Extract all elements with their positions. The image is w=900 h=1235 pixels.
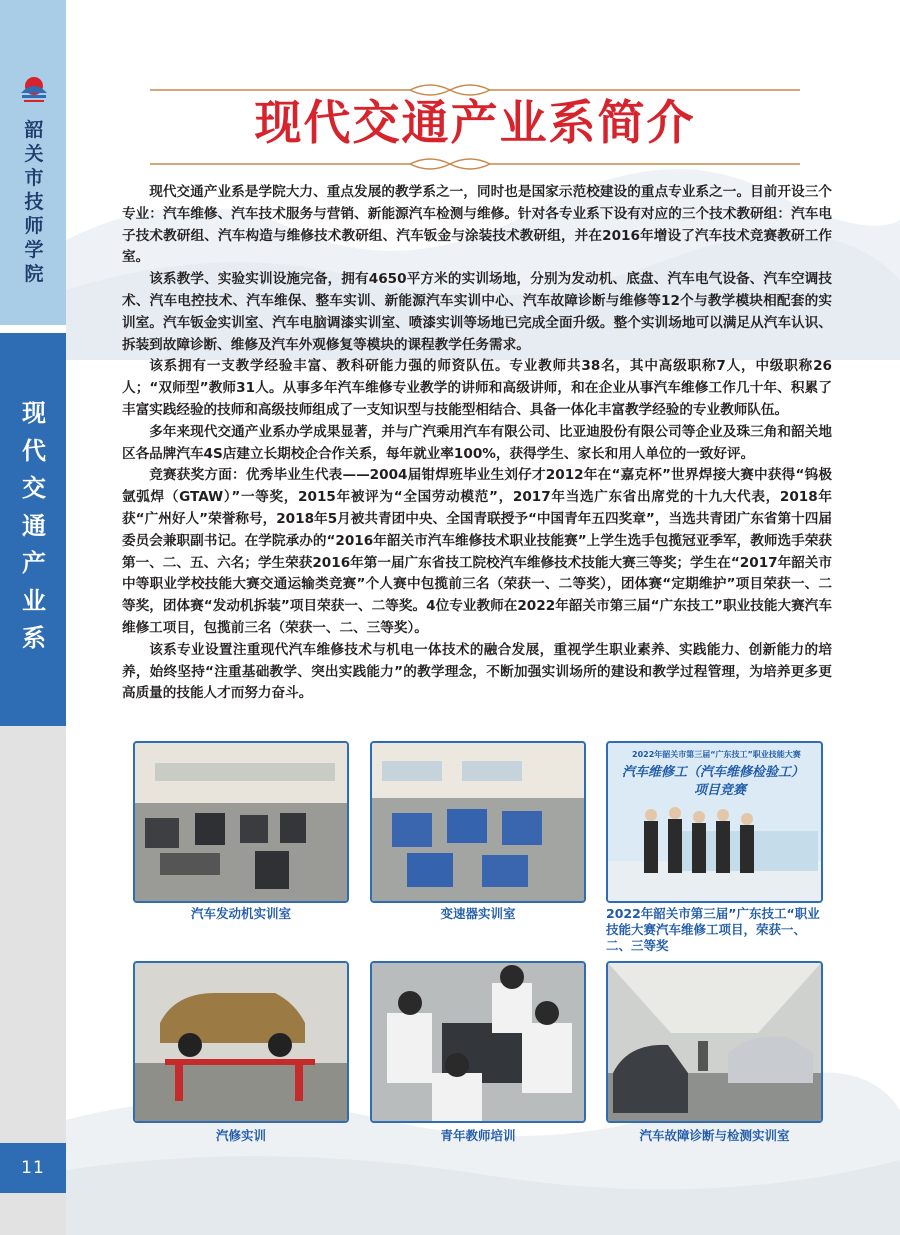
department-vertical-label: 现代交通产业系	[22, 399, 46, 652]
paragraph-philosophy: 该系专业设置注重现代汽车维修技术与机电一体技术的融合发展，重视学生职业素养、实践能力、创新能力的培养，始终坚持“注重基础教学、突出实践能力”的教学理念，不断加强实训场所的建设和教学过程管理，为培养更多更高质量的技能人才而努力奋斗。	[122, 641, 832, 702]
banner-top-text: 2022年韶关市第三届“广东技工”职业技能大赛	[632, 750, 801, 759]
banner-sub-text: 项目竞赛	[694, 783, 747, 798]
intro-body	[122, 182, 832, 705]
paragraph-overview: 现代交通产业系是学院大力、重点发展的教学系之一，同时也是国家示范校建设的重点专业系之一。目前开设三个专业：汽车维修、汽车技术服务与营销、新能源汽车检测与维修。针对各专业系下设有对应的三个技术教研组：汽车电子技术教研组、汽车构造与维修技术教研组、汽车钣金与涂装技术教研组，并在2016年增设了汽车技术竞赛教研工作室。	[122, 184, 832, 266]
bottom-ornament-icon	[0, 154, 900, 174]
caption-transmission-lab: 变速器实训室	[440, 906, 516, 921]
paragraph-cooperation: 多年来现代交通产业系办学成果显著，并与广汽乘用汽车有限公司、比亚迪股份有限公司等企业及珠三角和韶关地区各品牌汽车4S店建立长期校企合作关系，每年就业率100%，获得学生、家长和用人单位的一致好评。	[122, 423, 832, 462]
banner-main-text: 汽车维修工（汽车维修检验工）	[622, 765, 805, 780]
paragraph-awards: 竞赛获奖方面：优秀毕业生代表——2004届钳焊班毕业生刘仔才2012年在“嘉克杯”世界焊接大赛中获得“钨极氩弧焊（GTAW）”一等奖，2015年被评为“全国劳动模范”，2017年当选广东省出席党的十九大代表，2018年获“广州好人”荣誉称号，2018年5月被共青团中央、全国青联授予“中国青年五四奖章”，当选共青团广东省第十四届委员会兼职副书记。在学院承办的“2016年韶关市汽车维修技术职业技能赛”上学生选手包揽冠亚季军，教师选手荣获第一、二、五、六名；学生荣获2016年第一届广东省技工院校汽车维修技术技能大赛三等奖；学生在“2017年韶关市中等职业学校技能大赛交通运输类竞赛”个人赛中包揽前三名（荣获一、二等奖），团体赛“定期维护”项目荣获一、二等奖，团体赛“发动机拆装”项目荣获一、二等奖。4位专业教师在2022年韶关市第三届“广东技工”职业技能大赛汽车维修工项目，包揽前三名（荣获一、二、三等奖）。	[122, 467, 832, 636]
caption-auto-repair-training: 汽修实训	[215, 1128, 266, 1143]
page-number: 11	[0, 1143, 66, 1193]
paragraph-facilities: 该系教学、实验实训设施完备，拥有4650平方米的实训场地，分别为发动机、底盘、汽车电气设备、汽车空调技术、汽车电控技术、汽车维保、整车实训、新能源汽车实训中心、汽车故障诊断与维修等12个与教学模块相配套的实训室。汽车钣金实训室、汽车电脑调漆实训室、喷漆实训等场地已完成全面升级。整个实训场地可以满足从汽车认识、拆装到故障诊断、维修及汽车外观修复等模块的课程教学任务需求。	[122, 271, 832, 353]
paragraph-faculty: 该系拥有一支教学经验丰富、教科研能力强的师资队伍。专业教师共38名，其中高级职称7人，中级职称26人；“双师型”教师31人。从事多年汽车维修专业教学的讲师和高级讲师，和在企业从事汽车维修工作几十年、积累了丰富实践经验的技师和高级技师组成了一支知识型与技能型相结合、具备一体化丰富教学经验的专业教师队伍。	[122, 358, 832, 418]
caption-engine-lab: 汽车发动机实训室	[190, 906, 291, 921]
page-title: 现代交通产业系简介	[254, 96, 696, 151]
caption-competition-award: 2022年韶关市第三届”广东技工“职业技能大赛汽车维修工项目，荣获一、二、三等奖	[606, 906, 820, 953]
teacher-training-photo	[370, 961, 586, 1123]
caption-fault-diagnosis-lab: 汽车故障诊断与检测实训室	[639, 1128, 790, 1143]
fault-diagnosis-lab-photo	[606, 961, 823, 1123]
competition-award-photo	[606, 741, 823, 903]
transmission-lab-photo	[370, 741, 586, 903]
caption-teacher-training: 青年教师培训	[440, 1128, 516, 1143]
auto-repair-training-photo	[133, 961, 349, 1123]
engine-lab-photo	[133, 741, 349, 903]
school-name: 韶关市技师学院	[24, 119, 44, 285]
